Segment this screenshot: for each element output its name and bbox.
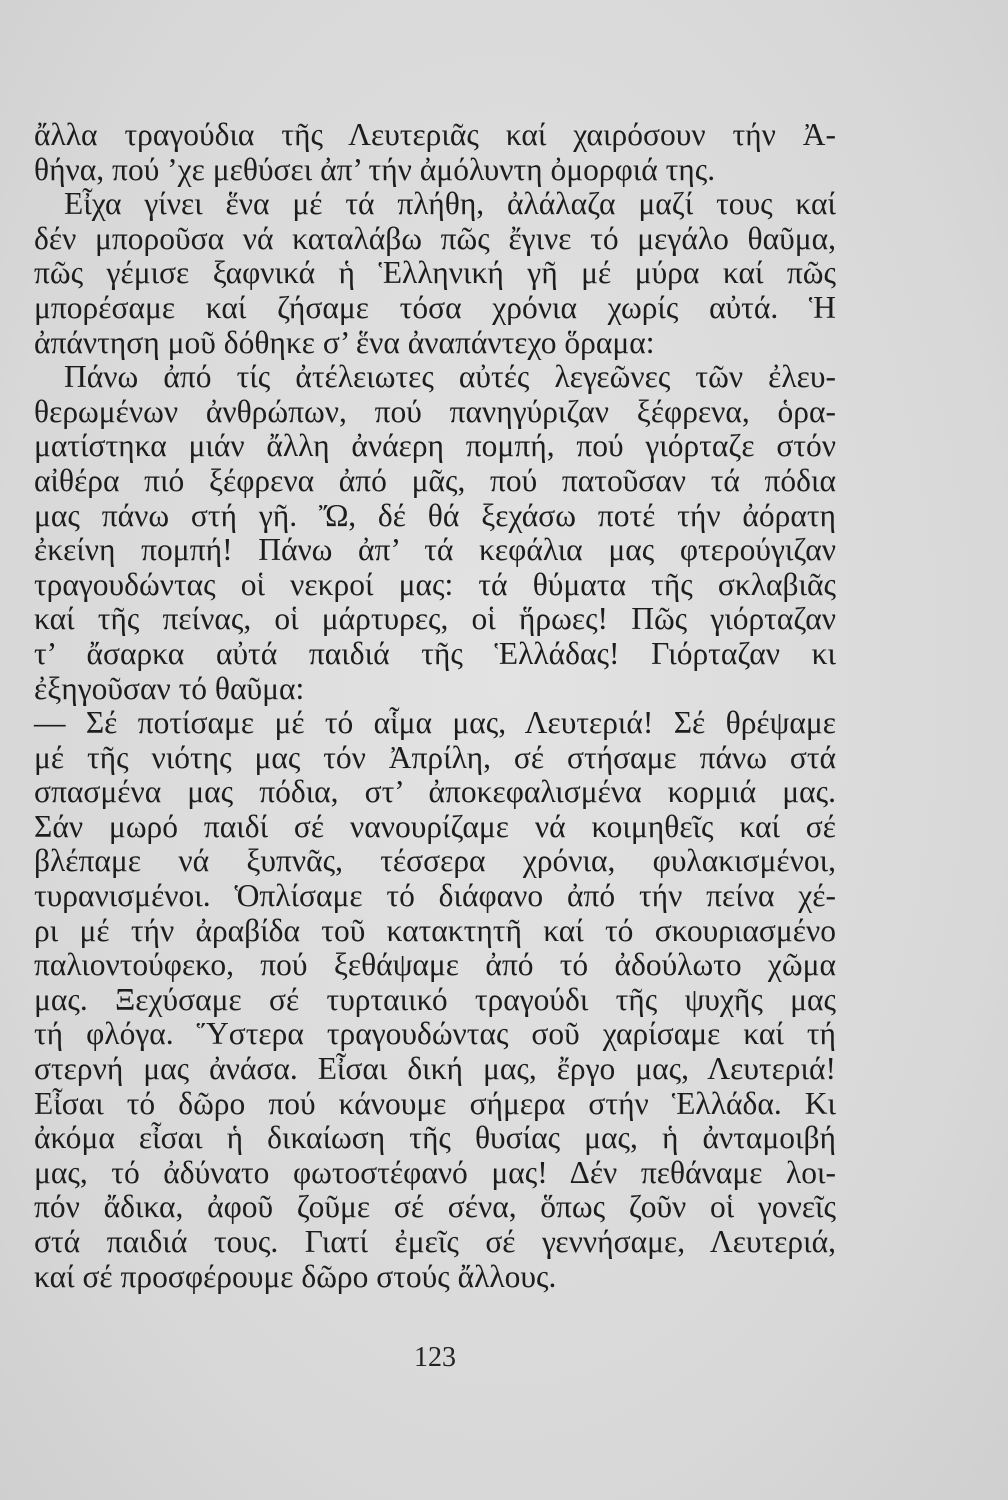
text-line: καί τῆς πείνας, οἱ μάρτυρες, οἱ ἥρωες! Πῶς γιόρταζαν (34, 601, 836, 637)
text-line: τραγουδώντας οἱ νεκροί μας: τά θύματα τῆς σκλαβιᾶς (34, 566, 836, 602)
text-line: δέν μποροῦσα νά καταλάβω πῶς ἔγινε τό μεγάλο θαῦμα, (34, 220, 836, 256)
text-line: πῶς γέμισε ξαφνικά ἡ Ἑλληνική γῆ μέ μύρα καί πῶς (34, 255, 836, 291)
text-line: τυρανισμένοι. Ὁπλίσαμε τό διάφανο ἀπό τήν πείνα χέ- (34, 878, 836, 914)
text-line: μπορέσαμε καί ζήσαμε τόσα χρόνια χωρίς αὐτά. Ἡ (34, 289, 836, 325)
text-line: μας πάνω στή γῆ. Ὤ, δέ θά ξεχάσω ποτέ τήν ἀόρατη (34, 497, 836, 533)
text-line: θερωμένων ἀνθρώπων, πού πανηγύριζαν ξέφρενα, ὁρα- (34, 393, 836, 429)
text-line: — Σέ ποτίσαμε μέ τό αἷμα μας, Λευτεριά! Σέ θρέψαμε (34, 705, 836, 741)
text-line: ἐξηγοῦσαν τό θαῦμα: (34, 670, 305, 706)
text-line: Πάνω ἀπό τίς ἀτέλειωτες αὐτές λεγεῶνες τῶν ἐλευ- (64, 359, 836, 395)
page-number: 123 (414, 1342, 456, 1373)
text-line: Εἶσαι τό δῶρο πού κάνουμε σήμερα στήν Ἑλλάδα. Κι (34, 1085, 836, 1121)
text-line: ἐκείνη πομπή! Πάνω ἀπ’ τά κεφάλια μας φτερούγιζαν (34, 532, 836, 568)
text-line: μέ τῆς νιότης μας τόν Ἀπρίλη, σέ στήσαμε πάνω στά (34, 739, 836, 775)
body-text (34, 118, 836, 1294)
text-line: στά παιδιά τους. Γιατί ἐμεῖς σέ γεννήσαμε, Λευτεριά, (34, 1224, 836, 1259)
text-line: τ’ ἄσαρκα αὐτά παιδιά τῆς Ἑλλάδας! Γιόρταζαν κι (34, 635, 836, 671)
text-line: αἰθέρα πιό ξέφρενα ἀπό μᾶς, πού πατοῦσαν τά πόδια (34, 462, 836, 498)
text-line: Σάν μωρό παιδί σέ νανουρίζαμε νά κοιμηθεῖς καί σέ (34, 808, 836, 844)
text-line: Εἶχα γίνει ἕνα μέ τά πλήθη, ἀλάλαζα μαζί τους καί (64, 186, 836, 222)
text-line: πόν ἄδικα, ἀφοῦ ζοῦμε σέ σένα, ὅπως ζοῦν οἱ γονεῖς (34, 1189, 836, 1225)
text-line: θήνα, πού ’χε μεθύσει ἀπ’ τήν ἀμόλυντη ὀμορφιά της. (34, 151, 716, 187)
text-line: ἄλλα τραγούδια τῆς Λευτεριᾶς καί χαιρόσουν τήν Ἀ- (34, 117, 836, 152)
text-line: μας, τό ἀδύνατο φωτοστέφανό μας! Δέν πεθάναμε λοι- (34, 1154, 836, 1190)
text-line: σπασμένα μας πόδια, στ’ ἀποκεφαλισμένα κορμιά μας. (34, 774, 836, 810)
text-line: ματίστηκα μιάν ἄλλη ἀνάερη πομπή, πού γιόρταζε στόν (34, 428, 836, 464)
text-line: μας. Ξεχύσαμε σέ τυρταιικό τραγούδι τῆς ψυχῆς μας (34, 981, 836, 1017)
text-line: ρι μέ τήν ἀραβίδα τοῦ κατακτητῆ καί τό σκουριασμένο (34, 912, 836, 948)
text-line: ἀκόμα εἶσαι ἡ δικαίωση τῆς θυσίας μας, ἡ ἀνταμοιβή (34, 1120, 836, 1156)
text-line: στερνή μας ἀνάσα. Εἶσαι δική μας, ἔργο μας, Λευτεριά! (34, 1051, 836, 1087)
text-line: βλέπαμε νά ξυπνᾶς, τέσσερα χρόνια, φυλακισμένοι, (34, 843, 836, 879)
text-line: παλιοντούφεκο, πού ξεθάψαμε ἀπό τό ἀδούλωτο χῶμα (34, 947, 836, 983)
text-line: τή φλόγα. Ὕστερα τραγουδώντας σοῦ χαρίσαμε καί τή (34, 1016, 836, 1052)
text-line: ἀπάντηση μοῦ δόθηκε σ’ ἕνα ἀναπάντεχο ὅραμα: (34, 324, 655, 360)
text-line: καί σέ προσφέρουμε δῶρο στούς ἄλλους. (34, 1258, 557, 1294)
